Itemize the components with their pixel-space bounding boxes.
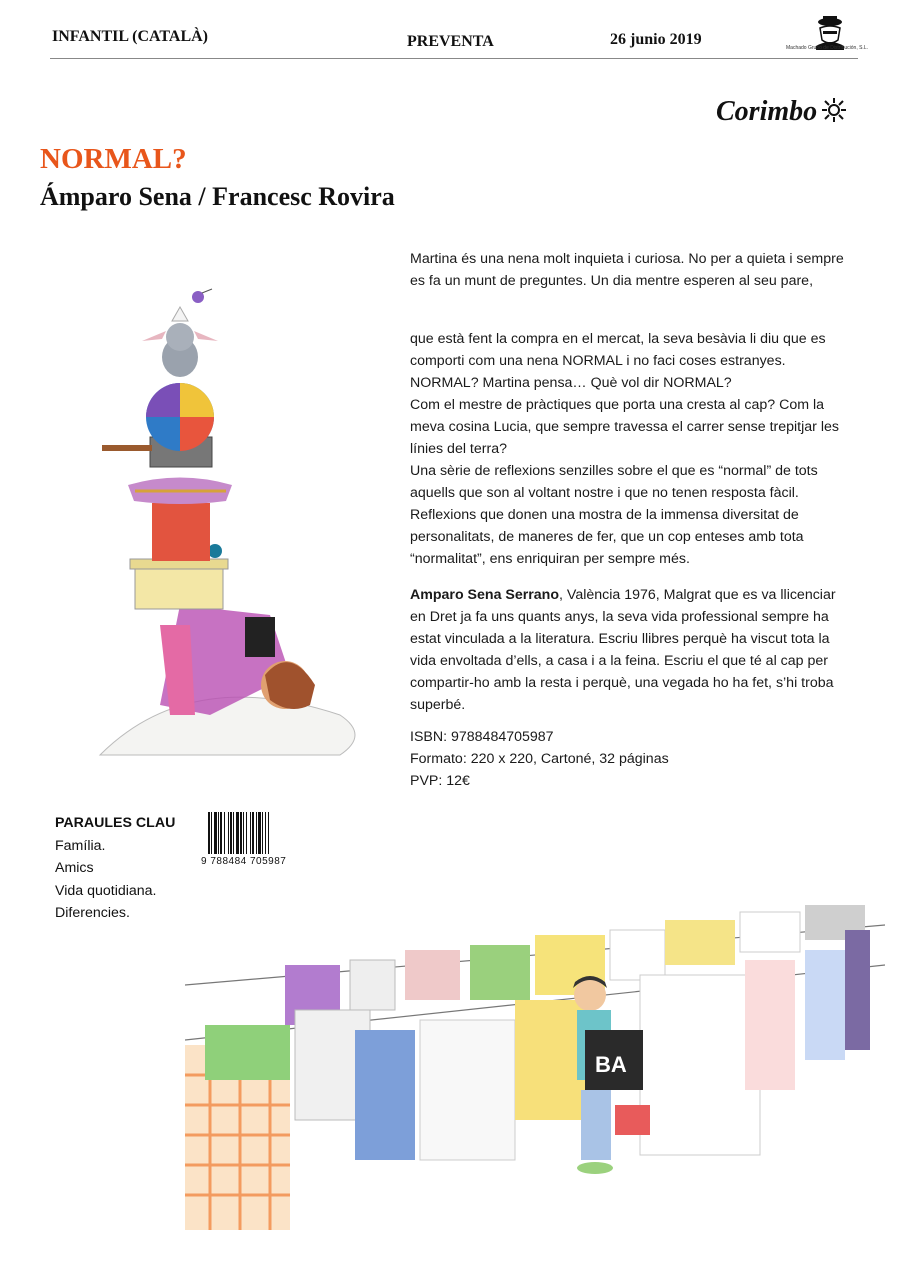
publisher-logo-icon	[714, 90, 850, 130]
book-specs	[410, 726, 850, 792]
laundry-line-illustration-icon	[185, 890, 885, 1230]
price-text: PVP: 12€	[410, 773, 470, 789]
stacked-objects-illustration-icon	[40, 245, 390, 785]
description-intro	[410, 248, 850, 292]
shirt-text: BA	[595, 1052, 627, 1077]
description-body	[410, 328, 850, 570]
barcode-bar	[240, 812, 242, 854]
barcode-bar	[233, 812, 234, 854]
barcode-icon	[198, 810, 320, 856]
barcode-bar	[256, 812, 257, 854]
description-line-4: Una sèrie de reflexions senzilles sobre el que es “normal” de tots aquells que son al voltant nostre i que no tenen resposta fàcil. Reflexions que donen una mostra de la immensa diversitat de personalitats, de maneres de fer, que un cop enteses amb tota “normalitat”, ens enriquiran per sempre més.	[410, 463, 818, 567]
distributor-logo	[786, 12, 870, 58]
barcode-bar	[243, 812, 244, 854]
keyword-item: Amics	[55, 860, 94, 876]
laundry-illustration	[185, 890, 885, 1230]
publisher-logo	[714, 90, 850, 130]
isbn-text: ISBN: 9788484705987	[410, 729, 554, 745]
barcode-bar	[218, 812, 219, 854]
keywords-block	[55, 812, 175, 925]
barcode-bar	[265, 812, 266, 854]
distributor-logo-text: Machado Grupo de Distribución, S.L.	[786, 45, 868, 51]
barcode-bar	[236, 812, 239, 854]
keyword-item: Família.	[55, 837, 106, 854]
barcode-bar	[211, 812, 212, 854]
barcode-bar	[230, 812, 232, 854]
publisher-logo-text: Corimbo	[716, 96, 818, 127]
description-paragraph-1: Martina és una nena molt inquieta i curiosa. No per a quieta i sempre es fa un munt de preguntes. Un dia mentre esperen al seu pare,	[410, 251, 844, 289]
book-authors: Ámparo Sena / Francesc Rovira	[40, 182, 395, 211]
date-label: 26 junio 2019	[610, 31, 702, 48]
description-line-3: Com el mestre de pràctiques que porta una cresta al cap? Com la meva cosina Lucia, que sempre travessa el carrer sense trepitjar les línies del terra?	[410, 397, 839, 457]
cover-illustration	[40, 245, 390, 785]
barcode-bar	[252, 812, 254, 854]
keyword-item: Diferencies.	[55, 905, 130, 921]
format-text: Formato: 220 x 220, Cartoné, 32 páginas	[410, 751, 669, 767]
keywords-heading: PARAULES CLAU	[55, 815, 176, 831]
barcode-bar	[268, 812, 269, 854]
barcode-bar	[208, 812, 210, 854]
barcode-bar	[220, 812, 222, 854]
barcode-digits: 9 788484 705987	[201, 856, 287, 867]
status-label: PREVENTA	[407, 33, 494, 50]
barcode-bar	[228, 812, 229, 854]
barcode-bar	[224, 812, 225, 854]
barcode-bar	[246, 812, 247, 854]
barcode-bar	[258, 812, 261, 854]
barcode-bar	[250, 812, 251, 854]
author-bio-text: , València 1976, Malgrat que es va llicenciar en Dret ja fa uns quants anys, la seva vida professional sempre ha estat vinculada a la literatura. Escriu llibres perquè ha viscut tota la vida envoltada d’ells, a casa i a la feina. Escriu el que té al cap per compartir-ho amb la resta i perquè, una vegada ho ha fet, s’hi troba superbé.	[410, 587, 836, 713]
book-title: NORMAL?	[40, 143, 187, 175]
header-divider	[50, 58, 858, 59]
author-bio	[410, 584, 850, 716]
distributor-logo-icon	[790, 12, 870, 58]
barcode-bar	[214, 812, 217, 854]
author-bio-name: Amparo Sena Serrano	[410, 587, 560, 603]
category-label: INFANTIL (CATALÀ)	[52, 28, 209, 45]
description-line-1: que està fent la compra en el mercat, la seva besàvia li diu que es comporti com una nena NORMAL i no faci coses estranyes.	[410, 331, 826, 369]
keyword-item: Vida quotidiana.	[55, 882, 157, 899]
barcode-bar	[262, 812, 263, 854]
description-line-2: NORMAL? Martina pensa… Què vol dir NORMAL?	[410, 375, 732, 391]
